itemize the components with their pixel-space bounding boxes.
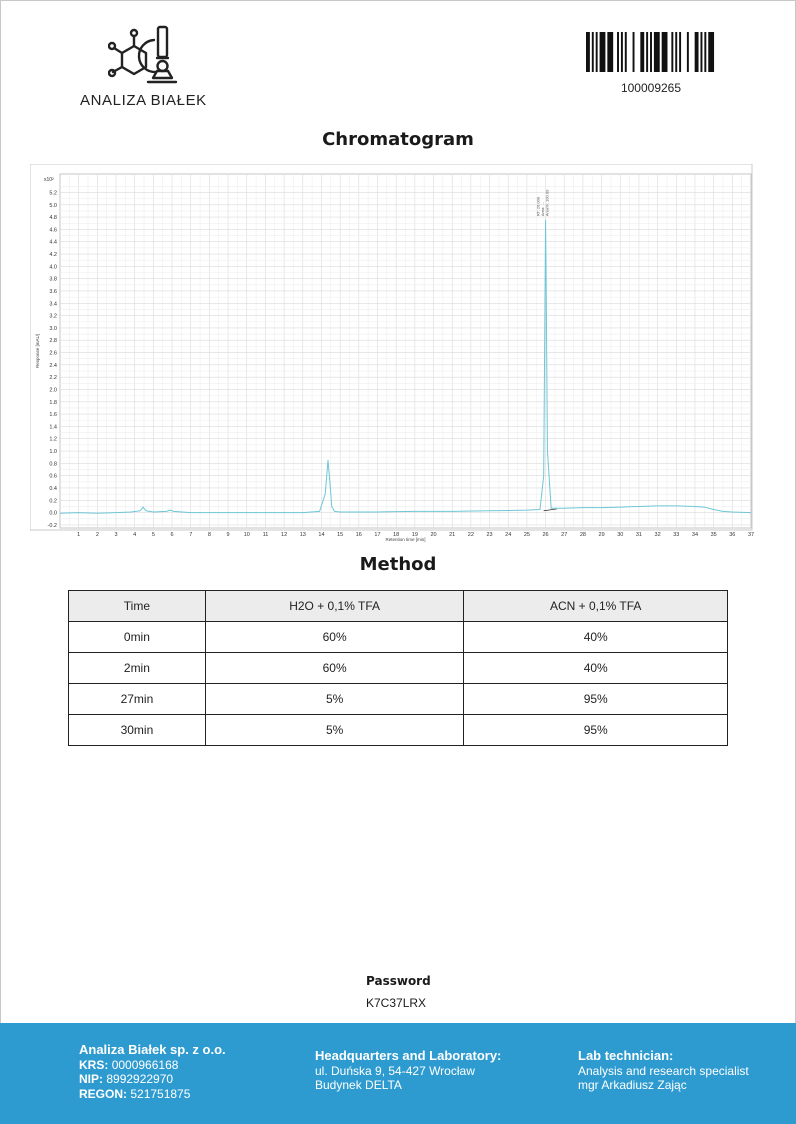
y-tick-label: 2.8 [49,338,57,345]
barcode-bar [700,32,702,72]
x-tick-label: 26 [542,532,549,538]
x-tick-label: 9 [226,532,230,538]
table-row [69,653,728,684]
barcode [586,32,716,74]
password-value: K7C37LRX [366,996,427,1010]
barcode-bar [654,32,660,72]
y-tick-label: 4.2 [49,252,57,259]
table-row [69,715,728,746]
footer-lab-technician [578,1049,749,1093]
x-tick-label: 3 [114,532,118,538]
tech-role: Analysis and research specialist [578,1063,749,1078]
y-tick-label: 3.4 [49,301,57,308]
table-row [69,622,728,653]
x-tick-label: 23 [486,532,493,538]
y-tick-label: 4.0 [49,264,57,271]
x-tick-label: 18 [393,532,400,538]
barcode-bar [607,32,613,72]
nip-value: 8992922970 [106,1072,174,1086]
barcode-bar [687,32,689,72]
acn-cell: 95% [464,715,728,746]
tech-title: Lab technician: [578,1048,674,1063]
x-tick-label: 32 [654,532,661,538]
barcode-bar [695,32,699,72]
molecule-microscope-icon [108,24,180,86]
y-tick-label: 4.4 [49,239,57,246]
x-tick-label: 17 [374,532,381,538]
peak-annotation-line: Area%: 100.00 [544,189,550,217]
regon-line [79,1087,226,1102]
x-tick-label: 10 [243,532,250,538]
password-label: Password [366,974,431,988]
x-tick-label: 25 [523,532,530,538]
x-tick-label: 31 [635,532,643,538]
time-cell: 27min [69,684,206,715]
nip-label: NIP: [79,1072,103,1086]
y-axis-multiplier: x10² [44,177,54,183]
barcode-bar [704,32,706,72]
table-row [69,684,728,715]
y-tick-label: 5.0 [49,202,57,209]
acn-cell: 40% [464,622,728,653]
y-tick-label: 5.2 [49,190,57,197]
x-tick-label: 19 [411,532,418,538]
regon-label: REGON: [79,1086,127,1101]
x-axis-label: Retention time [min] [385,537,426,542]
krs-value: 0000966168 [111,1057,179,1072]
x-tick-label: 14 [318,532,325,538]
x-tick-label: 21 [449,532,456,538]
x-tick-label: 6 [170,532,174,538]
y-tick-label: 0.0 [49,510,57,517]
barcode-bar [625,32,627,72]
h2o-cell: 5% [205,715,464,746]
company-name: Analiza Białek sp. z o.o. [79,1042,226,1057]
y-tick-label: 3.6 [49,288,57,295]
chromatogram-title: Chromatogram [322,129,474,150]
barcode-bar [662,32,668,72]
x-tick-label: 11 [262,532,269,538]
y-tick-label: 4.6 [49,227,57,234]
logo-text: ANALIZA BIAŁEK [80,92,207,109]
x-tick-label: 33 [673,532,680,538]
time-cell: 2min [69,653,206,684]
barcode-bar [586,32,590,72]
y-tick-label: 4.8 [49,215,57,222]
barcode-bar [650,32,652,72]
y-tick-label: 0.6 [49,473,57,480]
x-tick-label: 20 [430,532,437,538]
h2o-cell: 5% [205,684,464,715]
y-tick-label: 3.2 [49,313,57,320]
x-tick-label: 16 [355,532,362,538]
x-tick-label: 36 [729,532,736,538]
barcode-bar [633,32,635,72]
x-tick-label: 12 [281,532,288,538]
x-tick-label: 13 [299,532,306,538]
barcode-bar [708,32,714,72]
y-tick-label: 0.8 [49,461,57,468]
barcode-bar [592,32,594,72]
x-tick-label: 8 [207,532,211,538]
footer [0,1023,796,1124]
x-tick-label: 1 [77,532,81,538]
barcode-bar [621,32,623,72]
h2o-cell: 60% [205,622,464,653]
column-header-h2o: H2O + 0,1% TFA [205,591,464,622]
krs-line [79,1058,226,1073]
acn-cell: 40% [464,653,728,684]
time-cell: 30min [69,715,206,746]
y-tick-label: 2.6 [49,350,57,357]
y-tick-label: 0.2 [49,498,57,505]
x-tick-label: 28 [579,532,586,538]
x-tick-label: 27 [561,532,568,538]
y-tick-label: 3.0 [49,325,57,332]
barcode-bar [679,32,681,72]
y-tick-label: 1.6 [49,412,57,419]
y-tick-label: 0.4 [49,485,57,492]
y-tick-label: 1.8 [49,399,57,406]
method-table [68,590,728,746]
peak-annotation-line: RT: 26.000 [535,196,541,217]
chromatogram-chart [30,164,756,542]
acn-cell: 95% [464,684,728,715]
x-tick-label: 34 [691,532,699,538]
barcode-bar [640,32,644,72]
krs-label: KRS: [79,1057,109,1072]
x-tick-label: 5 [151,532,155,538]
y-tick-label: 1.2 [49,436,57,443]
y-tick-label: 1.4 [49,424,57,431]
x-tick-label: 15 [337,532,344,538]
y-tick-label: -0.2 [47,522,57,529]
y-tick-label: 2.2 [49,375,57,382]
x-tick-label: 4 [133,532,137,538]
barcode-bar [646,32,648,72]
peak-annotation-line: Area: ... [540,202,546,217]
h2o-cell: 60% [205,653,464,684]
time-cell: 0min [69,622,206,653]
y-axis-label: Response [mAU] [35,333,40,369]
hq-building: Budynek DELTA [315,1078,402,1092]
y-tick-label: 2.4 [49,362,57,369]
barcode-bar [596,32,598,72]
method-header-row [69,591,728,622]
x-tick-label: 2 [95,532,99,538]
x-tick-label: 22 [467,532,474,538]
y-tick-label: 2.0 [49,387,57,394]
y-tick-label: 1.0 [49,449,57,456]
barcode-bar [600,32,606,72]
hq-address: ul. Duńska 9, 54-427 Wrocław [315,1063,475,1078]
y-tick-label: 3.8 [49,276,57,283]
barcode-bar [617,32,619,72]
nip-line [79,1072,226,1087]
x-tick-label: 37 [747,532,755,538]
footer-headquarters [315,1049,501,1093]
tech-name: mgr Arkadiusz Zając [578,1078,687,1092]
method-title: Method [359,554,437,575]
x-tick-label: 30 [617,532,624,538]
footer-company-info [79,1043,226,1101]
regon-value: 521751875 [130,1086,191,1101]
company-logo [78,24,218,114]
x-tick-label: 24 [505,532,512,538]
hq-title: Headquarters and Laboratory: [315,1048,502,1063]
x-tick-label: 7 [189,532,193,538]
barcode-bar [675,32,677,72]
barcode-number: 100009265 [620,81,682,95]
column-header-acn: ACN + 0,1% TFA [464,591,728,622]
x-tick-label: 29 [598,532,605,538]
barcode-bar [671,32,673,72]
x-tick-label: 35 [710,532,717,538]
column-header-time: Time [69,591,206,622]
